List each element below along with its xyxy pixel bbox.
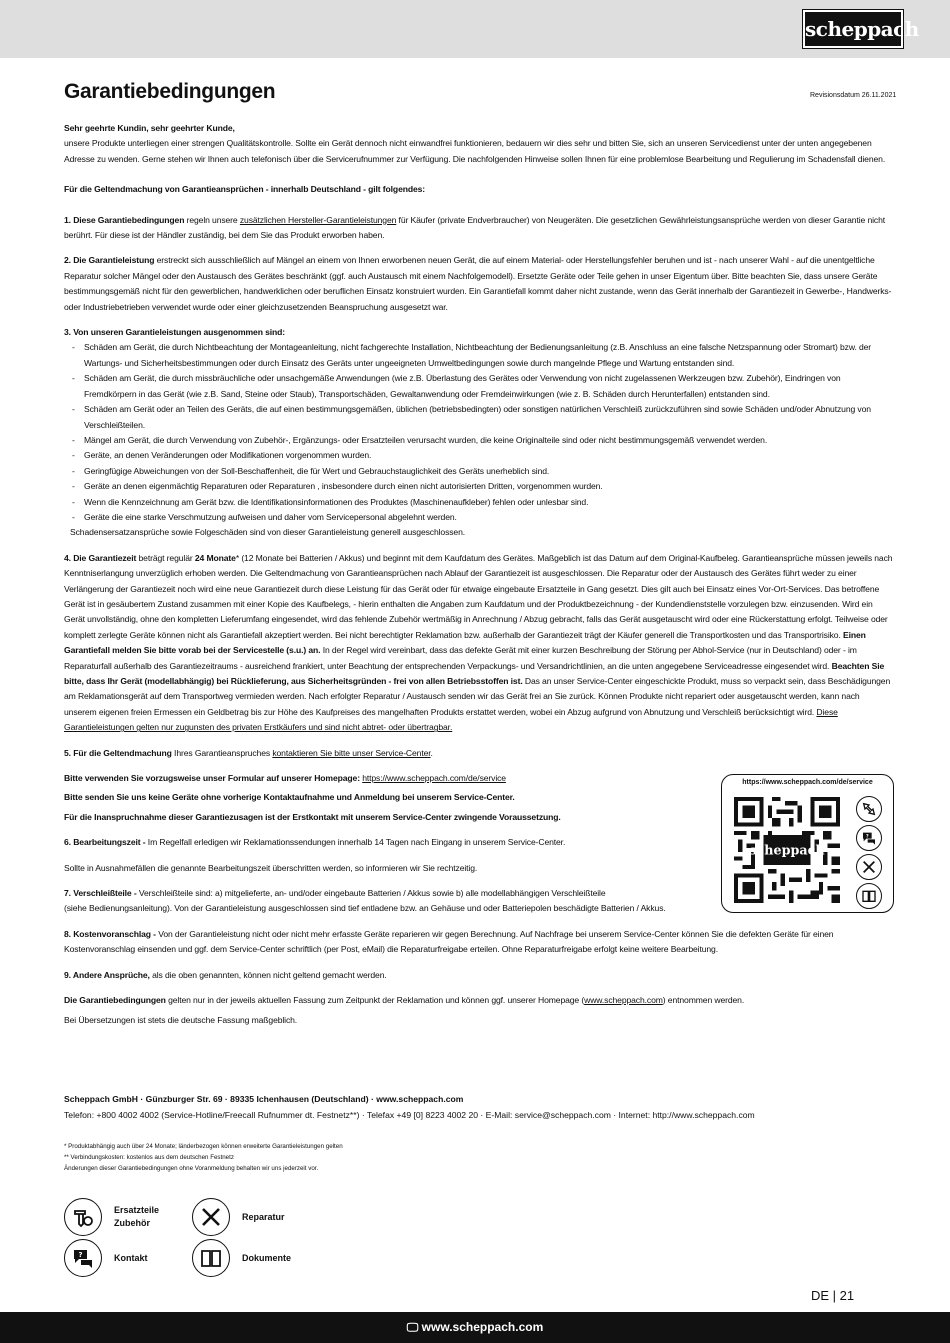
contact-icon: [856, 825, 882, 851]
company-info: [64, 1091, 755, 1123]
footnote: Änderungen dieser Garantiebedingungen ohne Voranmeldung behalten wir uns jederzeit vor.: [64, 1165, 319, 1172]
section-8: 8. Kostenvoranschlag - Von der Garantieleistung nicht oder nicht mehr erfasste Geräte reparieren wir gegen Berechnung. Auf Nachfrage bei unserem Service-Center können Sie die defekten Geräte für einen Kostenvoranschlag einsenden und ggf. dem Service-Center schriftlich (per Post, eMail) die Reparaturfreigabe erteilen. Ohne Reparaturfreigabe erfolgt keine weitere Bearbeitung.: [64, 928, 834, 955]
section-5: 5. Für die Geltendmachung Ihres Garantieanspruches kontaktieren Sie bitte unser Service-Center.: [64, 747, 433, 758]
monitor-icon: 🖵︎: [406, 1320, 422, 1334]
footnotes: [64, 1141, 343, 1174]
translation-note: Bei Übersetzungen ist stets die deutsche Fassung maßgeblich.: [64, 1014, 298, 1025]
list-item: - Geringfügige Abweichungen von der Soll-Beschaffenheit, die für Wert und Gebrauchstauglichkeit des Geräts unerheblich sind.: [72, 464, 894, 479]
list-item: - Schäden am Gerät, die durch missbräuchliche oder unsachgemäße Anwendungen (wie z.B. Überlastung des Gerätes oder Verwendung von nicht zugelassenen Werkzeugen bzw. Zubehör), Eindringen von Fremdkörpern in das Gerät (wie z.B. Sand, Steine oder Staub), Transportschäden, Gewaltanwendung oder Fremdeinwirkungen (wie z. B. Schäden durch Herunterfallen) entstanden sind.: [72, 371, 894, 402]
legend-contact: ? Kontakt: [64, 1239, 148, 1277]
section-2: 2. Die Garantieleistung erstreckt sich ausschließlich auf Mängel an einem von Ihnen erworbenen neuen Gerät, die auf einem Material- oder Herstellungsfehler beruhen und ist - nach unserer Wahl - auf die unentgeltliche Reparatur solcher Mängel oder den Austausch des Gerätes beschränkt (ggf. auch Austausch mit einem Nachfolgemodell). Ersetzte Geräte oder Teile gehen in unser Eigentum über. Bitte beachten Sie, dass unsere Geräte bestimmungsgemäß nicht für den gewerblichen, handwerklichen oder beruflichen Einsatz konstruiert wurden. Ein Garantiefall kommt daher nicht zustande, wenn das Gerät innerhalb der Garantiezeit in Gewerbe-, Handwerks- oder Industriebetrieben verwendet wurde oder einer gleichzusetzenden Beanspruchung ausgesetzt war.: [64, 255, 892, 312]
list-item: - Schäden am Gerät, die durch Nichtbeachtung der Montageanleitung, nicht fachgerechte Installation, Nichtbeachtung der Bedienungsanleitung (z.B. Anschluss an eine falsche Netzspannung oder Stromart) bzw. der Wartungs- und Sicherheitsbestimmungen oder durch Einsatz des Geräts unter ungeeigneten Umweltbedingungen sowie durch mangelnde Pflege und Wartung entstanden sind.: [72, 340, 894, 371]
section-6-note: Sollte in Ausnahmefällen die genannte Bearbeitungszeit überschritten werden, so informieren wir Sie rechtzeitig.: [64, 862, 478, 873]
warranty-link: zusätzlichen Hersteller-Garantieleistungen: [239, 214, 397, 225]
section-4: 4. Die Garantiezeit beträgt regulär 24 Monate* (12 Monate bei Batterien / Akkus) und beginnt mit dem Kaufdatum des Gerätes. Maßgeblich ist das Datum auf dem Original-Kaufbeleg. Garantieansprüche müssen jeweils nach Kenntniserlangung unverzüglich erhoben werden. Die Geltendmachung von Garantieansprüchen nach Ablauf der Garantiezeit ist ausgeschlossen. Die Reparatur oder der Austausch des Gerätes führt weder zu einer Verlängerung der Garantiezeit noch wird eine neue Garantiezeit durch diese Leistung für das Gerät oder für etwaige eingebaute Ersatzteile in Gang gesetzt. Dies gilt auch bei Einsatz eines Vor-Ort-Services. Das betroffene Gerät ist in gesäubertem Zustand zusammen mit einer Kopie des Kaufbelegs, - hierin enthalten die Angaben zum Kaufdatum und der Produktbezeichnung - der Kundendienststelle vorzulegen bzw. einzusenden. Wird ein Gerät unvollständig, ohne den kompletten Lieferumfang eingesendet, wird das fehlende Zubehör wertmäßig in Anrechnung / Abzug gebracht, falls das Gerät ausgetauscht wird oder eine Rückerstattung erfolgt. Teilweise oder komplett zerlegte Geräte können nicht als Garantiefall akzeptiert werden. Bei nicht berechtigter Reklamation bzw. außerhalb der Garantiezeit trägt der Käufer generell die Transportkosten und das Transportrisiko. Einen Garantiefall melden Sie bitte vorab bei der Servicestelle (s.u.) an. In der Regel wird vereinbart, dass das defekte Gerät mit einer kurzen Beschreibung der Störung per Abhol-Service (nur in Deutschland) oder - im Reparaturfall außerhalb des Garantiezeitraums - ausreichend frankiert, unter Beachtung der entsprechenden Verpackungs- und Versandrichtlinien, an die unten angegebene Serviceadresse eingesendet wird. Beachten Sie bitte, dass Ihr Gerät (modellabhängig) bei Rücklieferung, aus Sicherheitsgründen - frei von allen Betriebsstoffen ist. Das an unser Service-Center eingeschickte Produkt, muss so verpackt sein, dass Beschädigungen am Reklamationsgerät auf dem Transportweg vermieden werden. Nach erfolgter Reparatur / Austausch senden wir das Gerät frei an Sie zurück. Können Produkte nicht repariert oder ausgetauscht werden, kann nach unserem eigenen freien Ermessen ein Geldbetrag bis zur Höhe des Kaufpreises des mangelhaften Produkts erstattet werden, wobei ein Abzug aufgrund von Abnutzung und Verschleiß berücksichtigt wird. Diese Garantieleistungen gelten nur zugunsten des privaten Erstkäufers und sind nicht abtret- oder übertragbar.: [64, 552, 893, 733]
revision-date: Revisionsdatum 26.11.2021: [810, 92, 897, 99]
section-9: 9. Andere Ansprüche, als die oben genannten, können nicht geltend gemacht werden.: [64, 969, 387, 980]
company-contact: Telefon: +800 4002 4002 (Service-Hotline/Freecall Rufnummer dt. Festnetz**) · Telefax +49 [0] 8223 4002 20 · E-Mail: service@scheppach.com · Internet: http://www.scheppach.com: [64, 1110, 755, 1120]
list-item: - Geräte an denen eigenmächtig Reparaturen oder Reparaturen , insbesondere durch einen nicht autorisierten Dritten, vorgenommen wurden.: [72, 479, 894, 494]
section-7-note: (siehe Bedienungsanleitung). Von der Garantieleistung ausgeschlossen sind tief entladene bzw. an Gehäuse und oder Batteriepolen beschädigte Batterien / Akkus.: [64, 903, 666, 914]
service-form-line: Bitte verwenden Sie vorzugsweise unser Formular auf unserer Homepage: https://www.scheppach.com/de/service: [64, 773, 506, 784]
section-3-heading: 3. Von unseren Garantieleistungen ausgenommen sind:: [64, 327, 286, 338]
qr-code[interactable]: [734, 797, 840, 903]
svg-text:?: ?: [78, 1251, 83, 1259]
footer-bar: [0, 1312, 950, 1343]
section-6: 6. Bearbeitungszeit - Im Regelfall erledigen wir Reklamationssendungen innerhalb 14 Tagen nach Eingang in unserem Service-Center.: [64, 837, 566, 848]
brand-logo: scheppach: [803, 10, 903, 48]
homepage-link[interactable]: www.scheppach.com: [584, 995, 663, 1006]
list-item: - Geräte die eine starke Verschmutzung aufweisen und daher vom Servicepersonal abgelehnt werden.: [72, 510, 894, 525]
no-devices-line: Bitte senden Sie uns keine Geräte ohne vorherige Kontaktaufnahme und Anmeldung bei unserem Service-Center.: [64, 792, 515, 803]
company-address: Scheppach GmbH · Günzburger Str. 69 · 89335 Ichenhausen (Deutschland) · www.scheppach.com: [64, 1094, 464, 1104]
list-item: - Wenn die Kennzeichnung am Gerät bzw. die Identifikationsinformationen des Produktes (Maschinenaufkleber) fehlen oder unlesbar sind.: [72, 495, 894, 510]
footnote: ** Verbindungskosten: kostenlos aus dem deutschen Festnetz: [64, 1154, 234, 1161]
qr-url: https://www.scheppach.com/de/service: [742, 779, 873, 786]
repair-icon: [192, 1198, 230, 1236]
legend-parts: Ersatzteile Zubehör: [64, 1198, 159, 1236]
list-item: - Schäden am Gerät oder an Teilen des Geräts, die auf einen bestimmungsgemäßen, üblichen (betriebsbedingten) oder sonstigen natürlichen Verschleiß zurückzuführen sind sowie Schäden und/oder Abnutzung von Verschleißteilen.: [72, 402, 894, 433]
documents-icon: [192, 1239, 230, 1277]
section-7: 7. Verschleißteile - Verschleißteile sind: a) mitgelieferte, an- und/oder eingebaute Batterien / Akkus sowie b) alle modellabhängigen Verschleißteile: [64, 888, 606, 899]
list-item: - Mängel am Gerät, die durch Verwendung von Zubehör-, Ergänzungs- oder Ersatzteilen verursacht wurden, die keine Originalteile sind oder nicht bestimmungsgemäß verwendet werden.: [72, 433, 894, 448]
parts-icon: [64, 1198, 102, 1236]
section-3-closing: Schadensersatzansprüche sowie Folgeschäden sind von dieser Garantieleistung generell ausgeschlossen.: [70, 527, 466, 538]
legend-documents: Dokumente: [192, 1239, 291, 1277]
contact-service-link[interactable]: kontaktieren Sie bitte unser Service-Center: [272, 747, 431, 758]
salutation: Sehr geehrte Kundin, sehr geehrter Kunde,: [64, 123, 235, 133]
qr-brand: scheppach: [749, 842, 825, 858]
documents-icon: [856, 883, 882, 909]
footer-url[interactable]: www.scheppach.com: [421, 1320, 544, 1334]
svg-text:?: ?: [865, 834, 869, 840]
scope-heading: Für die Geltendmachung von Garantieansprüchen - innerhalb Deutschland - gilt folgendes:: [64, 184, 426, 195]
legend-repair: Reparatur: [192, 1198, 285, 1236]
repair-icon: [856, 854, 882, 880]
list-item: - Geräte, an denen Veränderungen oder Modifikationen vorgenommen wurden.: [72, 448, 894, 463]
exclusions-list: [64, 340, 894, 525]
footnote: * Produktabhängig auch über 24 Monate; länderbezogen können erweiterte Garantieleistungen gelten: [64, 1143, 343, 1150]
intro-text: unsere Produkte unterliegen einer strengen Qualitätskontrolle. Sollte ein Gerät dennoch nicht einwandfrei funktionieren, bedauern wir dies sehr und bitten Sie, sich an unseren Servicedienst unter der unten angegebenen Adresse zu wenden. Gerne stehen wir Ihnen auch telefonisch über die Servicerufnummer zur Verfügung. Die nachfolgenden Hinweise sollen Ihnen für eine problemlose Bearbeitung und Regulierung im Schadensfall dienen.: [64, 138, 886, 164]
contact-icon: [64, 1239, 102, 1277]
parts-icon: [856, 796, 882, 822]
section-10: Die Garantiebedingungen gelten nur in der jeweils aktuellen Fassung zum Zeitpunkt der Reklamation und können ggf. unserer Homepage (www.scheppach.com) entnommen werden.: [64, 995, 745, 1006]
section-1: 1. Diese Garantiebedingungen regeln unsere zusätzlichen Hersteller-Garantieleistungen für Käufer (private Endverbraucher) von Neugeräten. Die gesetzlichen Gewährleistungsansprüche werden von dieser Garantie nicht berührt. Für diese ist der Händler zuständig, bei dem Sie das Produkt erworben haben.: [64, 214, 886, 241]
page-number: DE | 21: [811, 1288, 855, 1303]
service-url-link[interactable]: https://www.scheppach.com/de/service: [362, 773, 506, 784]
page-title: Garantiebedingungen: [64, 80, 276, 103]
first-contact-line: Für die Inanspruchnahme dieser Garantiezusagen ist der Erstkontakt mit unserem Service-Center zwingende Voraussetzung.: [64, 811, 561, 822]
qr-service-box: [721, 774, 894, 913]
